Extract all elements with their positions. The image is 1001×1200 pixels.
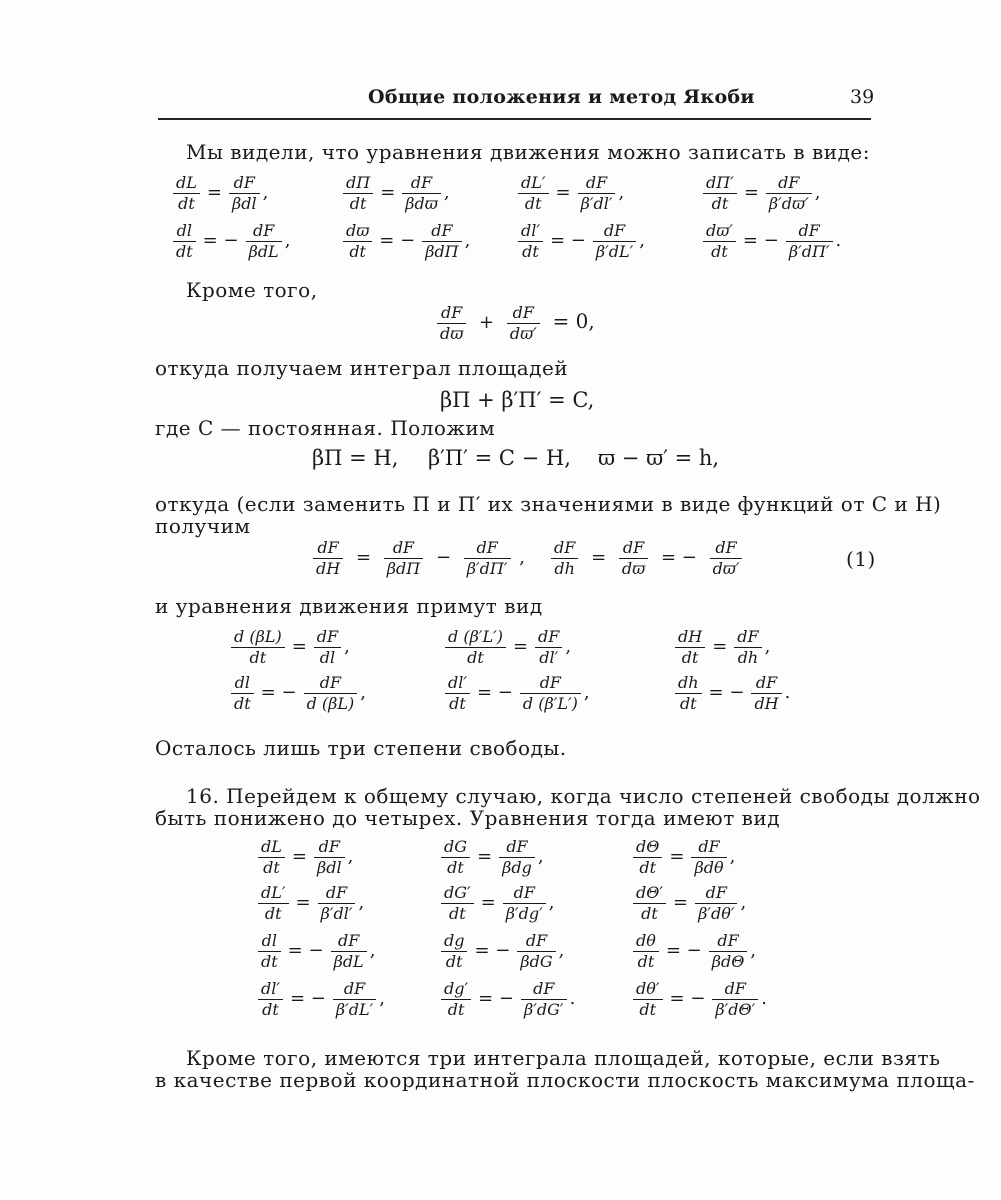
fraction: $\frac{dF}{\beta'dL'}$ — [333, 979, 376, 1020]
fraction: $\frac{dF}{\text{βdL}}$ — [331, 931, 367, 972]
paragraph-where-C: где C — постоянная. Положим — [155, 416, 496, 440]
equation-sys1-r2-1: $\frac{dϖ}{dt}$ = − $\frac{dF}{\text{βdΠ}}$ , — [340, 218, 470, 264]
paragraph-16-line2: быть понижено до четырех. Уравнения тогда имеют вид — [155, 806, 781, 830]
equation-substitution-b: β′Π′ = C − H, — [428, 446, 571, 470]
fraction: $\frac{dF}{d (\beta'L')}$ — [520, 673, 581, 714]
equation-sys3-r1-1: $\frac{dG}{dt}$ = $\frac{dF}{\text{βdg}}$ , — [438, 834, 544, 880]
fraction: $\frac{dG}{dt}$ — [441, 837, 470, 878]
equation-sys3-r4-2: $\frac{d\theta'}{dt}$ = − $\frac{dF}{\beta'd\Theta'}$ . — [630, 976, 767, 1022]
fraction: $\frac{d\Theta'}{dt}$ — [633, 883, 666, 924]
equation-label-1: (1) — [846, 547, 876, 571]
equation-sys3-r3-0: $\frac{dl}{dt}$ = − $\frac{dF}{\text{βdL}}$ , — [255, 928, 375, 974]
fraction: $\frac{dl}{dt}$ — [231, 673, 254, 714]
fraction: $\frac{dl'}{dt}$ — [445, 673, 470, 714]
fraction: $\frac{dF}{\beta'dg'}$ — [503, 883, 546, 924]
fraction: $\frac{dl'}{dt}$ — [518, 221, 543, 262]
paragraph-16-line1: 16. Перейдем к общему случаю, когда число степеней свободы должно — [186, 784, 981, 808]
equation-area-integral: βΠ + β′Π′ = C, — [440, 388, 595, 412]
fraction: $\frac{dF}{\text{βdg}}$ — [499, 837, 535, 878]
paragraph-three-dof: Осталось лишь три степени свободы. — [155, 736, 567, 760]
fraction: $\frac{d\Pi}{dt}$ — [343, 173, 373, 214]
equation-sys3-r1-0: $\frac{dL}{dt}$ = $\frac{dF}{\text{βdl}}$ , — [255, 834, 353, 880]
equation-sys1-r2-2: $\frac{dl'}{dt}$ = − $\frac{dF}{\beta'dL'}$ , — [515, 218, 645, 264]
fraction: $\frac{d\Pi'}{dt}$ — [703, 173, 737, 214]
equation-dF-sum: $\frac{dF}{dϖ}$ + $\frac{dF}{dϖ'}$ = 0, — [434, 298, 599, 346]
paragraph-motion: и уравнения движения примут вид — [155, 594, 543, 618]
fraction: $\frac{dF}{dH}$ — [751, 673, 781, 714]
fraction: $\frac{dF}{\beta'dϖ'}$ — [766, 173, 812, 214]
fraction: $\frac{dF}{\text{βdΘ}}$ — [709, 931, 748, 972]
equation-sys1-r2-0: $\frac{dl}{dt}$ = − $\frac{dF}{\text{βdL}}$ , — [170, 218, 290, 264]
fraction: $\frac{dg}{dt}$ — [441, 931, 467, 972]
fraction: $\frac{dF}{\beta'dl'}$ — [318, 883, 356, 924]
equation-1-right: $\frac{dF}{dh}$ = $\frac{dF}{dϖ}$ = − $\frac{dF}{dϖ'}$ — [548, 535, 745, 581]
fraction: $\frac{dF}{dh}$ — [734, 627, 761, 668]
fraction: $\frac{dF}{\text{βdl}}$ — [229, 173, 260, 214]
fraction: $\frac{dF}{\beta'd\theta'}$ — [695, 883, 737, 924]
fraction: $\frac{dϖ'}{dt}$ — [703, 221, 736, 262]
fraction: $\frac{d\Theta}{dt}$ — [633, 837, 662, 878]
equation-sys2-r2-0: $\frac{dl}{dt}$ = − $\frac{dF}{d (\beta L)}$ , — [228, 670, 366, 716]
fraction: $\frac{dg'}{dt}$ — [441, 979, 471, 1020]
fraction: $\frac{dF}{\text{βdG}}$ — [517, 931, 555, 972]
equation-sys3-r2-2: $\frac{d\Theta'}{dt}$ = $\frac{dF}{\beta'd\theta'}$ , — [630, 880, 746, 926]
fraction: $\frac{dL}{dt}$ — [258, 837, 285, 878]
equation-sys1-r1-3: $\frac{d\Pi'}{dt}$ = $\frac{dF}{\beta'dϖ'}$ , — [700, 170, 820, 216]
fraction: $\frac{dF}{\text{βdθ}}$ — [691, 837, 726, 878]
fraction: $\frac{dl}{dt}$ — [258, 931, 281, 972]
running-header: Общие положения и метод Якоби — [368, 86, 755, 108]
fraction: $\frac{dF}{\beta'dl'}$ — [578, 173, 616, 214]
fraction: $\frac{dF}{dl}$ — [314, 627, 341, 668]
equation-sys3-r2-0: $\frac{dL'}{dt}$ = $\frac{dF}{\beta'dl'}$ , — [255, 880, 364, 926]
fraction: $\frac{dF}{\beta'dL'}$ — [593, 221, 636, 262]
fraction: $\frac{d (\beta'L')}{dt}$ — [445, 627, 506, 668]
equation-sys2-r2-1: $\frac{dl'}{dt}$ = − $\frac{dF}{d (\beta'L')}$ , — [442, 670, 590, 716]
equation-sys1-r2-3: $\frac{dϖ'}{dt}$ = − $\frac{dF}{\beta'd\Pi'}$ . — [700, 218, 841, 264]
paragraph-kromе-togo: Кроме того, — [186, 278, 318, 302]
fraction: $\frac{dL}{dt}$ — [173, 173, 200, 214]
fraction: $\frac{dl}{dt}$ — [173, 221, 196, 262]
equation-sys3-r1-2: $\frac{d\Theta}{dt}$ = $\frac{dF}{\text{βdθ}}$ , — [630, 834, 735, 880]
fraction: $\frac{dϖ}{dt}$ — [343, 221, 372, 262]
fraction: $\frac{dF}{\text{βdΠ}}$ — [422, 221, 461, 262]
paragraph-replace-line2: получим — [155, 514, 251, 538]
fraction: $\frac{dF}{dϖ}$ — [437, 303, 466, 344]
fraction: $\frac{dF}{\text{βdL}}$ — [246, 221, 282, 262]
equation-sys2-r1-1: $\frac{d (\beta'L')}{dt}$ = $\frac{dF}{dl'}$ , — [442, 624, 571, 670]
fraction: $\frac{dF}{\beta'd\Pi'}$ — [786, 221, 833, 262]
fraction: $\frac{dh}{dt}$ — [675, 673, 702, 714]
equation-sys3-r3-1: $\frac{dg}{dt}$ = − $\frac{dF}{\text{βdG}}$ , — [438, 928, 564, 974]
fraction: $\frac{dF}{\beta'dG'}$ — [521, 979, 567, 1020]
fraction: $\frac{dF}{d (\beta L)}$ — [304, 673, 358, 714]
equation-sys3-r4-1: $\frac{dg'}{dt}$ = − $\frac{dF}{\beta'dG'}$ . — [438, 976, 575, 1022]
equation-substitution-a: βΠ = H, — [312, 446, 399, 470]
header-rule — [158, 118, 871, 120]
fraction: $\frac{dF}{\text{βdϖ}}$ — [402, 173, 441, 214]
fraction: $\frac{d\theta}{dt}$ — [633, 931, 659, 972]
equation-1-left: $\frac{dF}{dH}$ = $\frac{dF}{\text{βdΠ}}$ − $\frac{dF}{\beta'd\Pi'}$ , — [310, 535, 525, 581]
equation-sys3-r4-0: $\frac{dl'}{dt}$ = − $\frac{dF}{\beta'dL'}$ , — [255, 976, 385, 1022]
fraction: $\frac{dl'}{dt}$ — [258, 979, 283, 1020]
fraction: $\frac{dF}{dl'}$ — [535, 627, 562, 668]
paragraph-replace-line1: откуда (если заменить Π и Π′ их значениями в виде функций от C и H) — [155, 492, 942, 516]
paragraph-final-line1: Кроме того, имеются три интеграла площадей, которые, если взять — [186, 1046, 941, 1070]
fraction: $\frac{dF}{\beta'd\Theta'}$ — [712, 979, 758, 1020]
equation-sys2-r1-2: $\frac{dH}{dt}$ = $\frac{dF}{dh}$ , — [672, 624, 770, 670]
equation-sys1-r1-0: $\frac{dL}{dt}$ = $\frac{dF}{\text{βdl}}$ , — [170, 170, 268, 216]
equation-sys2-r1-0: $\frac{d (\beta L)}{dt}$ = $\frac{dF}{dl}$ , — [228, 624, 350, 670]
paragraph-final-line2: в качестве первой координатной плоскости плоскость максимума площа- — [155, 1068, 975, 1092]
paragraph-intro: Мы видели, что уравнения движения можно записать в виде: — [186, 140, 871, 164]
equation-sys3-r2-1: $\frac{dG'}{dt}$ = $\frac{dF}{\beta'dg'}$ , — [438, 880, 554, 926]
fraction: $\frac{dG'}{dt}$ — [441, 883, 474, 924]
fraction: $\frac{dL'}{dt}$ — [258, 883, 289, 924]
equation-substitution-c: ϖ − ϖ′ = h, — [598, 446, 720, 470]
fraction: $\frac{dF}{\text{βdl}}$ — [314, 837, 345, 878]
equation-sys3-r3-2: $\frac{d\theta}{dt}$ = − $\frac{dF}{\text{βdΘ}}$ , — [630, 928, 756, 974]
equation-sys1-r1-1: $\frac{d\Pi}{dt}$ = $\frac{dF}{\text{βdϖ}}$ , — [340, 170, 450, 216]
fraction: $\frac{dF}{dϖ'}$ — [507, 303, 540, 344]
page-number: 39 — [850, 86, 875, 108]
fraction: $\frac{dH}{dt}$ — [675, 627, 705, 668]
fraction: $\frac{dL'}{dt}$ — [518, 173, 549, 214]
equation-sys1-r1-2: $\frac{dL'}{dt}$ = $\frac{dF}{\beta'dl'}$ , — [515, 170, 624, 216]
fraction: $\frac{d (\beta L)}{dt}$ — [231, 627, 285, 668]
paragraph-integral: откуда получаем интеграл площадей — [155, 356, 569, 380]
fraction: $\frac{d\theta'}{dt}$ — [633, 979, 663, 1020]
equation-sys2-r2-2: $\frac{dh}{dt}$ = − $\frac{dF}{dH}$ . — [672, 670, 790, 716]
